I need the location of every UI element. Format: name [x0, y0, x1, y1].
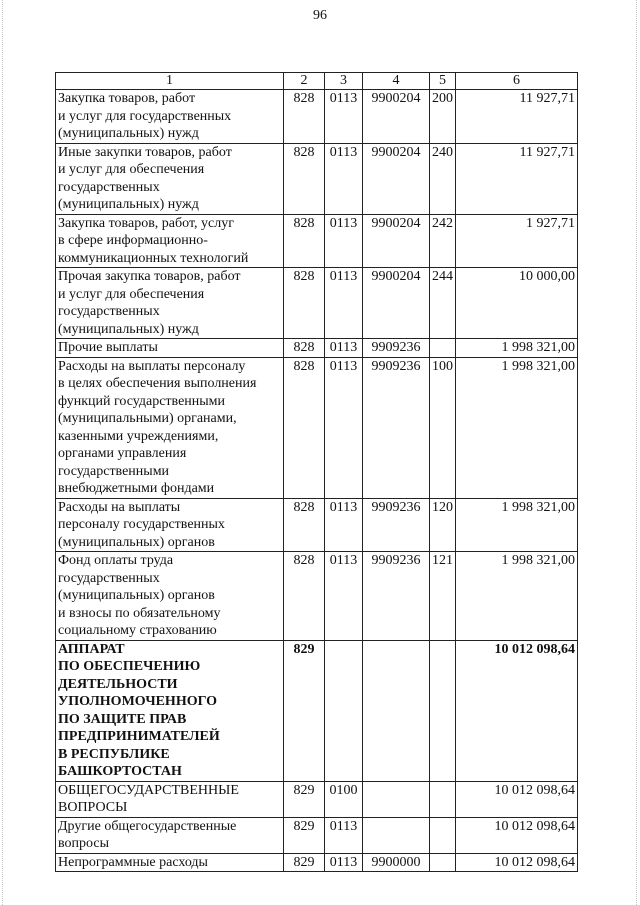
- row-expense-type: 242: [430, 214, 456, 268]
- header-row: [56, 73, 578, 90]
- row-target-code: 9900204: [363, 268, 430, 339]
- row-expense-type: 121: [430, 552, 456, 641]
- row-target-code: 9909236: [363, 357, 430, 498]
- row-section-code: 0113: [325, 90, 363, 144]
- table-row: [56, 781, 578, 817]
- row-section-code: [325, 640, 363, 781]
- row-target-code: 9900204: [363, 143, 430, 214]
- row-amount: 10 012 098,64: [456, 817, 578, 853]
- row-expense-type: [430, 640, 456, 781]
- header-col-2: 2: [284, 73, 325, 90]
- row-section-code: 0113: [325, 853, 363, 872]
- row-target-code: 9909236: [363, 339, 430, 358]
- row-name: Расходы на выплаты персоналу государственных (муниципальных) органов: [56, 498, 284, 552]
- row-ministry-code: 828: [284, 552, 325, 641]
- table-row: [56, 357, 578, 498]
- header-col-6: 6: [456, 73, 578, 90]
- table-row: [56, 853, 578, 872]
- table-row: [56, 90, 578, 144]
- left-scan-edge: [2, 0, 4, 905]
- table-row: [56, 268, 578, 339]
- row-expense-type: 100: [430, 357, 456, 498]
- table-row: [56, 498, 578, 552]
- row-target-code: 9900000: [363, 853, 430, 872]
- row-amount: 11 927,71: [456, 90, 578, 144]
- header-col-3: 3: [325, 73, 363, 90]
- table-row: [56, 143, 578, 214]
- row-expense-type: [430, 339, 456, 358]
- row-target-code: [363, 781, 430, 817]
- row-target-code: [363, 817, 430, 853]
- row-section-code: 0113: [325, 357, 363, 498]
- row-expense-type: 120: [430, 498, 456, 552]
- row-ministry-code: 828: [284, 214, 325, 268]
- row-section-code: 0113: [325, 498, 363, 552]
- row-ministry-code: 828: [284, 268, 325, 339]
- row-amount: 10 012 098,64: [456, 640, 578, 781]
- row-name: Непрограммные расходы: [56, 853, 284, 872]
- row-amount: 1 998 321,00: [456, 357, 578, 498]
- row-name: Закупка товаров, работ, услуг в сфере информационно- коммуникационных технологий: [56, 214, 284, 268]
- row-ministry-code: 828: [284, 339, 325, 358]
- row-section-code: 0113: [325, 268, 363, 339]
- table-row: [56, 552, 578, 641]
- row-section-code: 0113: [325, 143, 363, 214]
- row-name: Закупка товаров, работ и услуг для государственных (муниципальных) нужд: [56, 90, 284, 144]
- row-name: АППАРАТ ПО ОБЕСПЕЧЕНИЮ ДЕЯТЕЛЬНОСТИ УПОЛНОМОЧЕННОГО ПО ЗАЩИТЕ ПРАВ ПРЕДПРИНИМАТЕЛЕЙ В РЕСПУБЛИКЕ БАШКОРТОСТАН: [56, 640, 284, 781]
- row-target-code: 9909236: [363, 552, 430, 641]
- row-amount: 10 012 098,64: [456, 781, 578, 817]
- table-row: [56, 339, 578, 358]
- row-amount: 10 012 098,64: [456, 853, 578, 872]
- row-section-code: 0100: [325, 781, 363, 817]
- row-section-code: 0113: [325, 552, 363, 641]
- row-name: Прочая закупка товаров, работ и услуг для обеспечения государственных (муниципальных) нужд: [56, 268, 284, 339]
- row-ministry-code: 829: [284, 640, 325, 781]
- row-expense-type: 240: [430, 143, 456, 214]
- row-ministry-code: 829: [284, 781, 325, 817]
- table-row-department: [56, 640, 578, 781]
- row-name: Прочие выплаты: [56, 339, 284, 358]
- row-expense-type: [430, 817, 456, 853]
- row-expense-type: [430, 853, 456, 872]
- row-section-code: 0113: [325, 214, 363, 268]
- row-expense-type: 244: [430, 268, 456, 339]
- row-ministry-code: 828: [284, 143, 325, 214]
- row-name: ОБЩЕГОСУДАРСТВЕННЫЕ ВОПРОСЫ: [56, 781, 284, 817]
- row-target-code: [363, 640, 430, 781]
- page-number: 96: [313, 8, 327, 23]
- row-target-code: 9900204: [363, 214, 430, 268]
- row-amount: 1 998 321,00: [456, 339, 578, 358]
- table-row: [56, 214, 578, 268]
- row-amount: 10 000,00: [456, 268, 578, 339]
- header-col-4: 4: [363, 73, 430, 90]
- row-amount: 1 998 321,00: [456, 498, 578, 552]
- budget-table: [55, 72, 578, 872]
- row-amount: 11 927,71: [456, 143, 578, 214]
- row-target-code: 9900204: [363, 90, 430, 144]
- row-name: Другие общегосударственные вопросы: [56, 817, 284, 853]
- row-amount: 1 998 321,00: [456, 552, 578, 641]
- row-expense-type: [430, 781, 456, 817]
- row-name: Расходы на выплаты персоналу в целях обеспечения выполнения функций государственными (муниципальными) органами, казенными учреждениями, органами управления государственными внебюджетными фондами: [56, 357, 284, 498]
- row-section-code: 0113: [325, 817, 363, 853]
- row-ministry-code: 829: [284, 853, 325, 872]
- row-amount: 1 927,71: [456, 214, 578, 268]
- row-target-code: 9909236: [363, 498, 430, 552]
- row-ministry-code: 828: [284, 498, 325, 552]
- row-ministry-code: 828: [284, 357, 325, 498]
- header-col-1: 1: [56, 73, 284, 90]
- right-scan-edge: [636, 0, 638, 905]
- table-row: [56, 817, 578, 853]
- header-col-5: 5: [430, 73, 456, 90]
- row-ministry-code: 829: [284, 817, 325, 853]
- row-ministry-code: 828: [284, 90, 325, 144]
- row-name: Фонд оплаты труда государственных (муниципальных) органов и взносы по обязательному социальному страхованию: [56, 552, 284, 641]
- row-section-code: 0113: [325, 339, 363, 358]
- row-name: Иные закупки товаров, работ и услуг для обеспечения государственных (муниципальных) нужд: [56, 143, 284, 214]
- row-expense-type: 200: [430, 90, 456, 144]
